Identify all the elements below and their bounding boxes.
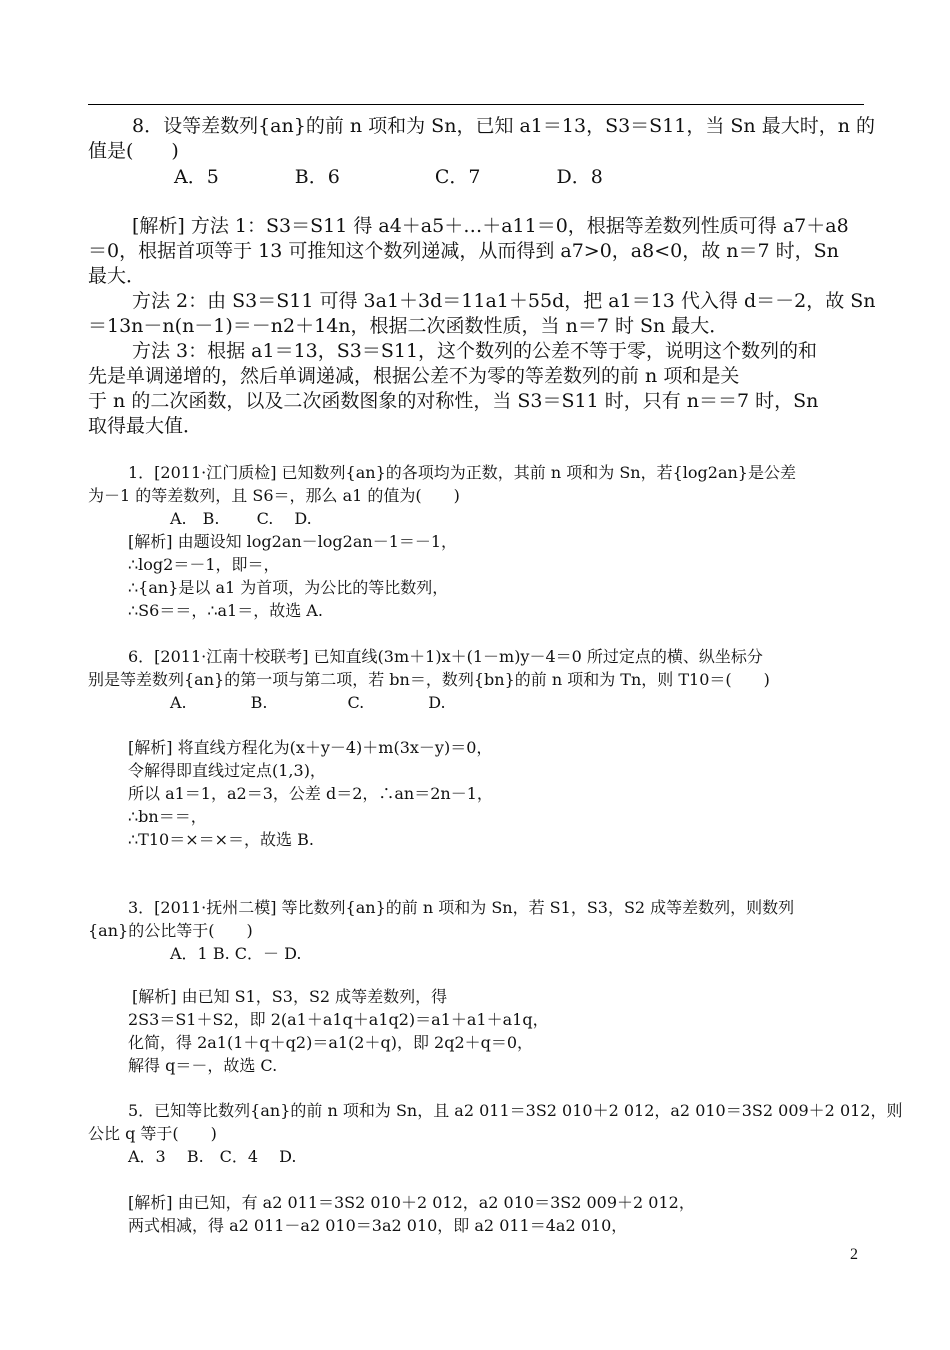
text-line: 别是等差数列{an}的第一项与第二项，若 bn＝，数列{bn}的前 n 项和为 Tn，则 T10＝( ) xyxy=(88,670,770,689)
text-line: 令解得即直线过定点(1,3)， xyxy=(128,761,326,780)
text-line: A．5 B．6 C．7 D．8 xyxy=(174,166,603,188)
text-line: {an}的公比等于( ) xyxy=(88,921,253,940)
text-line: [解析] 将直线方程化为(x＋y－4)＋m(3x－y)＝0， xyxy=(128,738,493,757)
text-line: [解析] 方法 1：S3＝S11 得 a4＋a5＋…＋a11＝0，根据等差数列性质可得 a7＋a8 xyxy=(132,215,849,237)
text-line: [解析] 由已知 S1，S3，S2 成等差数列，得 xyxy=(132,987,448,1006)
text-line: 8．设等差数列{an}的前 n 项和为 Sn，已知 a1＝13，S3＝S11，当 Sn 最大时，n 的 xyxy=(132,115,875,137)
text-line: 所以 a1＝1，a2＝3，公差 d＝2，∴an＝2n－1， xyxy=(128,784,493,803)
text-line: ＝0，根据首项等于 13 可推知这个数列递减，从而得到 a7>0，a8<0，故 n＝7 时，Sn xyxy=(88,240,839,262)
text-line: 两式相减，得 a2 011－a2 010＝3a2 010，即 a2 011＝4a2 010， xyxy=(128,1216,628,1235)
text-line: 为－1 的等差数列，且 S6＝，那么 a1 的值为( ) xyxy=(88,486,460,505)
text-line: 化简，得 2a1(1＋q＋q2)＝a1(2＋q)，即 2q2＋q＝0， xyxy=(128,1033,534,1052)
text-line: 公比 q 等于( ) xyxy=(88,1124,217,1143)
text-line: 先是单调递增的，然后单调递减，根据公差不为零的等差数列的前 n 项和是关 xyxy=(88,365,740,387)
text-line: 最大． xyxy=(88,265,146,287)
text-line: 解得 q＝－，故选 C. xyxy=(128,1056,278,1075)
text-line: 方法 2：由 S3＝S11 可得 3a1＋3d＝11a1＋55d，把 a1＝13 代入得 d＝－2，故 Sn xyxy=(132,290,876,312)
text-line: 2S3＝S1＋S2，即 2(a1＋a1q＋a1q2)＝a1＋a1＋a1q， xyxy=(128,1010,549,1029)
page-number: 2 xyxy=(850,1246,858,1263)
header-rule xyxy=(88,104,864,105)
text-line: ∴T10＝×＝×＝，故选 B. xyxy=(128,830,314,849)
text-line: 1．[2011·江门质检] 已知数列{an}的各项均为正数，其前 n 项和为 Sn，若{log2an}是公差 xyxy=(128,463,796,482)
text-line: A．3 B. C．4 D. xyxy=(128,1147,297,1166)
text-line: [解析] 由题设知 log2an－log2an－1＝－1， xyxy=(128,532,458,551)
text-line: 取得最大值． xyxy=(88,415,203,437)
text-line: A. B. C. D. xyxy=(170,693,446,712)
text-line: A. B. C. D. xyxy=(170,509,312,528)
text-line: ∴bn＝＝， xyxy=(128,807,207,826)
text-line: [解析] 由已知，有 a2 011＝3S2 010＋2 012，a2 010＝3S2 009＋2 012， xyxy=(128,1193,695,1212)
text-line: 方法 3：根据 a1＝13，S3＝S11，这个数列的公差不等于零，说明这个数列的和 xyxy=(132,340,818,362)
text-line: ∴log2＝－1，即＝， xyxy=(128,555,280,574)
text-line: ∴S6＝＝，∴a1＝，故选 A. xyxy=(128,601,323,620)
text-line: ∴{an}是以 a1 为首项，为公比的等比数列， xyxy=(128,578,449,597)
text-line: 3．[2011·抚州二模] 等比数列{an}的前 n 项和为 Sn，若 S1，S3，S2 成等差数列，则数列 xyxy=(128,898,795,917)
text-line: ＝13n－n(n－1)＝－n2＋14n，根据二次函数性质，当 n＝7 时 Sn 最大． xyxy=(88,315,729,337)
text-line: 于 n 的二次函数，以及二次函数图象的对称性，当 S3＝S11 时，只有 n＝＝7 时，Sn xyxy=(88,390,819,412)
text-line: A．1 B. C．－ D. xyxy=(170,944,302,963)
text-line: 5．已知等比数列{an}的前 n 项和为 Sn，且 a2 011＝3S2 010＋2 012，a2 010＝3S2 009＋2 012，则 xyxy=(128,1101,903,1120)
text-line: 6．[2011·江南十校联考] 已知直线(3m＋1)x＋(1－m)y－4＝0 所过定点的横、纵坐标分 xyxy=(128,647,763,666)
text-line: 值是( ) xyxy=(88,140,179,162)
